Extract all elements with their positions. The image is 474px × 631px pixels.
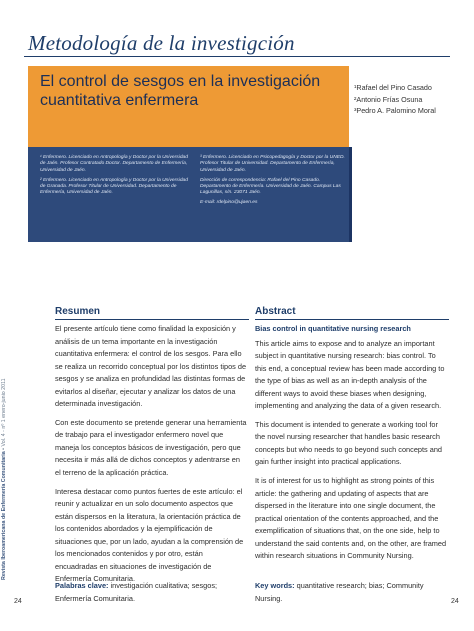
author-1: ¹Rafael del Pino Casado [354,83,432,92]
author-list [354,82,436,117]
resumen-body [55,323,247,592]
affiliation-2: ² Enfermero. Licenciado en Antropología y Doctor por la Universidad de Granada. Profesor Titular de Universidad. Departamento de Enfermería, Universidad de Jaén. [40,177,188,196]
journal-name: Revista Iberoamericana de Enfermería Comunitaria [1,451,7,580]
abstract-rule [255,319,449,320]
resumen-paragraph: Con este documento se pretende generar una herramienta de trabajo para el investigador enfermero novel que maneja los conceptos básicos de investigación, pero que necesita ir más allá de dichos conceptos y adentrarse en el terreno de la aplicación práctica. [55,417,247,478]
resumen-paragraph: El presente artículo tiene como finalidad la exposición y análisis de un tema importante en la investigación cuantitativa enfermera: el control de los sesgos. Para ello se realiza un recorrido conceptual por los distintos tipos de sesgos y se analiza en profundidad las distintas formas de evitarlos al diseñar, ejecutar y analizar los datos de una determinada investigación. [55,324,247,409]
resumen-rule [55,319,249,320]
section-title: Metodología de la investigción [28,31,295,55]
keywords-text: quantitative research; bias; Community Nursing. [255,581,424,603]
resumen-keywords [55,580,249,605]
abstract-keywords [255,580,449,605]
abstract-heading: Abstract [255,306,296,317]
panel-edge-bar [349,147,352,242]
keywords-label: Key words: [255,581,295,590]
affiliations-left [40,155,190,200]
abstract-paragraph: It is of interest for us to highlight as strong points of this article: the gathering and updating of aspects that are dispersed in the literature into one single document, the practical orientation of the contents approached, and the exemplification of situations that, on the one side, help to understand the said contents and, on the other, are framed within research situations in Community Nursing. [255,476,447,561]
article-title: El control de sesgos en la investigación cuantitativa enfermera [40,73,321,109]
abstract-subheading: Bias control in quantitative nursing research [255,324,411,333]
affiliation-1: ¹ Enfermero. Licenciado en Antropología y Doctor por la Universidad de Jaén. Profesor Contratado Doctor. Departamento de Enfermería, Universidad de Jaén. [40,155,188,173]
keywords-text: investigación cualitativa; sesgos; Enfermería Comunitaria. [55,581,218,603]
correspondence: Dirección de correspondencia: Rafael del Pino Casado. Departamento de Enfermería. Universidad de Jaén. Campus Las Lagunillas, s/n. 23071 Jaén. [200,177,341,196]
abstract-paragraph: This document is intended to generate a working tool for the novel nursing researcher that handles basic research concepts but who needs to go beyond such concepts and gain further insight into practical applications. [255,419,442,467]
keywords-label: Palabras clave: [55,581,109,590]
affiliations-right [200,155,345,210]
journal-issue: • Vol. 4 - nº 1 enero-junio 2011 [1,378,7,452]
abstract-paragraph: This article aims to expose and to analyze an important subject in quantitative nursing research: bias control. To this end, a conceptual review has been made according to the type of bias as well as an in-depth analysis of the different ways to avoid these biases when designing, implementing and analyzing the data of a given research. [255,338,445,411]
affiliation-3: ³ Enfermero. Licenciado en Psicopedagogía y Doctor por la UNED. Profesor Titular de Universidad. Departamento de Enfermería, Universidad de Jaén. [200,155,345,173]
email: E-mail: rdelpino@ujaen.es [200,200,258,206]
title-rule [24,56,450,57]
resumen-heading: Resumen [55,306,101,317]
page-number-right: 24 [451,598,459,605]
author-2: ²Antonio Frías Osuna [354,94,423,104]
resumen-paragraph: Interesa destacar como puntos fuertes de este artículo: el reunir y actualizar en un solo documento aspectos que están dispersos en la literatura, la orientación práctica de los contenidos abordados y la ejemplificación de situaciones que, por un lado, ayudan a la comprensión de los mencionados contenidos y por otro, están encuadradas en situaciones de investigación de Enfermería Comunitaria. [55,486,244,584]
abstract-body [255,323,447,569]
author-3: ³Pedro A. Palomino Moral [354,106,436,116]
journal-sidebar [1,380,7,580]
page-number-left: 24 [14,598,22,605]
